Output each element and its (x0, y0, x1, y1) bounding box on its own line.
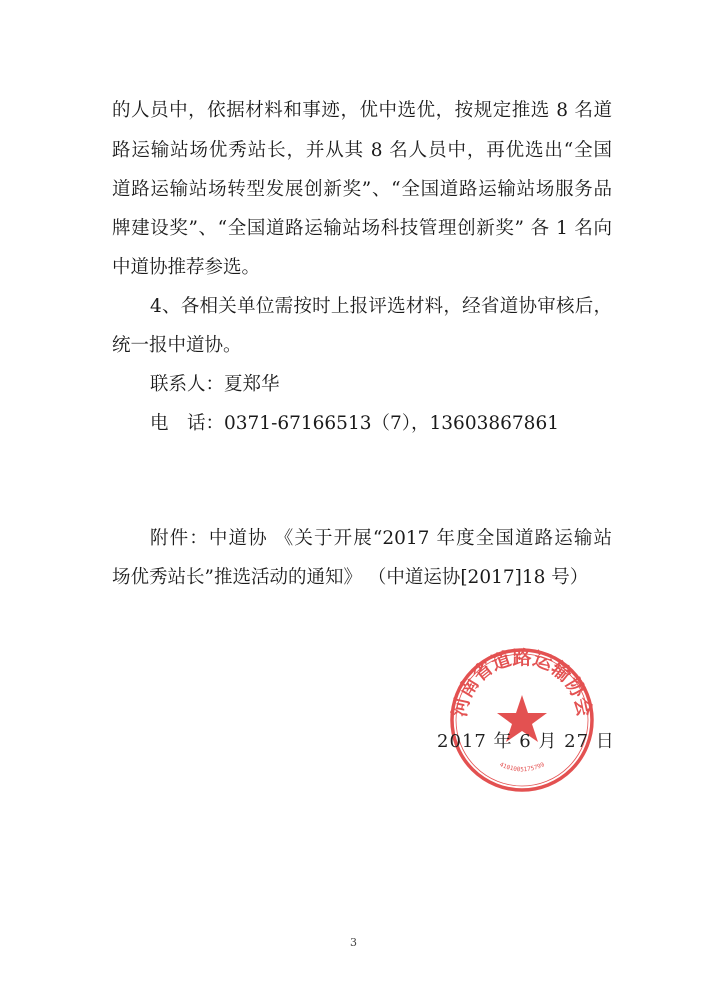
page-number: 3 (350, 936, 357, 949)
attachment-line-1: 附件：中道协 《关于开展“2017 年度全国道路运输站 (150, 528, 612, 549)
body-line: 牌建设奖”、“全国道路运输站场科技管理创新奖” 各 1 名向 (112, 218, 612, 239)
document-date: 2017 年 6 月 27 日 (437, 731, 615, 752)
body-line: 统一报中道协。 (112, 335, 242, 356)
item-4-line: 4、各相关单位需按时上报评选材料，经省道协审核后， (150, 296, 612, 317)
contact-person: 联系人：夏郑华 (150, 374, 280, 395)
seal-org-name: 河南省道路运输协会 (448, 647, 596, 719)
body-line: 路运输站场优秀站长，并从其 8 名人员中，再优选出“全国 (112, 140, 612, 161)
body-line: 的人员中，依据材料和事迹，优中选优，按规定推选 8 名道 (112, 100, 612, 121)
contact-phone: 电 话：0371-67166513（7），13603867861 (150, 413, 559, 434)
body-line: 中道协推荐参选。 (112, 257, 261, 278)
body-line: 道路运输站场转型发展创新奖”、“全国道路运输站场服务品 (112, 179, 612, 200)
attachment-line-2: 场优秀站长”推选活动的通知》 （中道运协[2017]18 号） (112, 567, 589, 588)
official-seal (447, 645, 597, 795)
seal-code: 4101005175799 (498, 761, 546, 774)
